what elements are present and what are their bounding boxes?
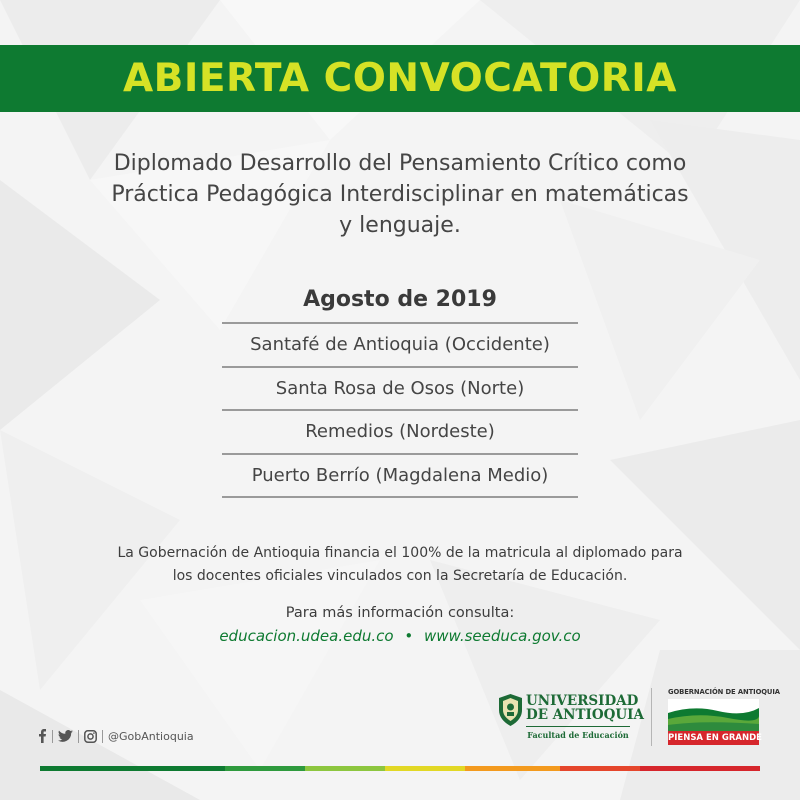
bar-segment <box>465 766 560 771</box>
facebook-icon[interactable] <box>38 729 47 743</box>
info-links <box>0 627 800 645</box>
funding-notice-line-2: los docentes oficiales vinculados con la Secretaría de Educación. <box>172 568 628 584</box>
schedule-date: Agosto de 2019 <box>303 287 497 312</box>
social-divider <box>102 730 103 743</box>
bar-segment <box>560 766 640 771</box>
udea-faculty: Facultad de Educación <box>526 726 630 740</box>
link-separator: • <box>404 627 414 645</box>
bottom-color-bar <box>40 766 760 771</box>
udea-logo <box>498 692 644 744</box>
more-info-label: Para más información consulta: <box>285 605 515 621</box>
udea-name <box>526 694 644 722</box>
udea-shield-icon <box>498 694 523 726</box>
program-title-line-1: Diplomado Desarrollo del Pensamiento Crítico como <box>113 151 687 176</box>
location-item: Santa Rosa de Osos (Norte) <box>222 368 578 412</box>
antioquia-landscape-icon <box>668 699 759 731</box>
location-list <box>222 322 578 498</box>
udea-name-line-2: DE ANTIOQUIA <box>526 707 644 723</box>
program-title-line-2: Práctica Pedagógica Interdisciplinar en matemáticas <box>111 182 689 207</box>
bar-segment <box>225 766 305 771</box>
instagram-icon[interactable] <box>84 730 97 743</box>
bar-segment <box>305 766 385 771</box>
schedule-block <box>222 282 578 498</box>
twitter-icon[interactable] <box>58 730 73 742</box>
bar-segment <box>640 766 760 771</box>
piensa-en-grande-badge: PIENSA EN GRANDE <box>668 733 762 743</box>
banner-title: ABIERTA CONVOCATORIA <box>122 56 677 101</box>
social-divider <box>78 730 79 743</box>
program-title <box>60 148 740 241</box>
udea-link[interactable]: educacion.udea.edu.co <box>219 627 394 645</box>
program-title-line-3: y lenguaje. <box>339 213 461 238</box>
funding-notice <box>60 542 740 588</box>
social-bar <box>38 727 194 745</box>
funding-notice-line-1: La Gobernación de Antioquia financia el 100% de la matricula al diplomado para <box>117 545 683 561</box>
location-item: Puerto Berrío (Magdalena Medio) <box>222 455 578 499</box>
gobernacion-logo <box>668 688 780 746</box>
udea-name-line-1: UNIVERSIDAD <box>526 693 639 709</box>
social-handle[interactable]: @GobAntioquia <box>108 729 194 743</box>
logo-divider <box>651 688 652 746</box>
bar-segment <box>40 766 225 771</box>
gobernacion-name: GOBERNACIÓN DE ANTIOQUIA <box>668 688 780 696</box>
location-item: Remedios (Nordeste) <box>222 411 578 455</box>
header-banner <box>0 45 800 112</box>
bar-segment <box>385 766 465 771</box>
social-divider <box>52 730 53 743</box>
seeduca-link[interactable]: www.seeduca.gov.co <box>423 627 581 645</box>
location-item: Santafé de Antioquia (Occidente) <box>222 324 578 368</box>
